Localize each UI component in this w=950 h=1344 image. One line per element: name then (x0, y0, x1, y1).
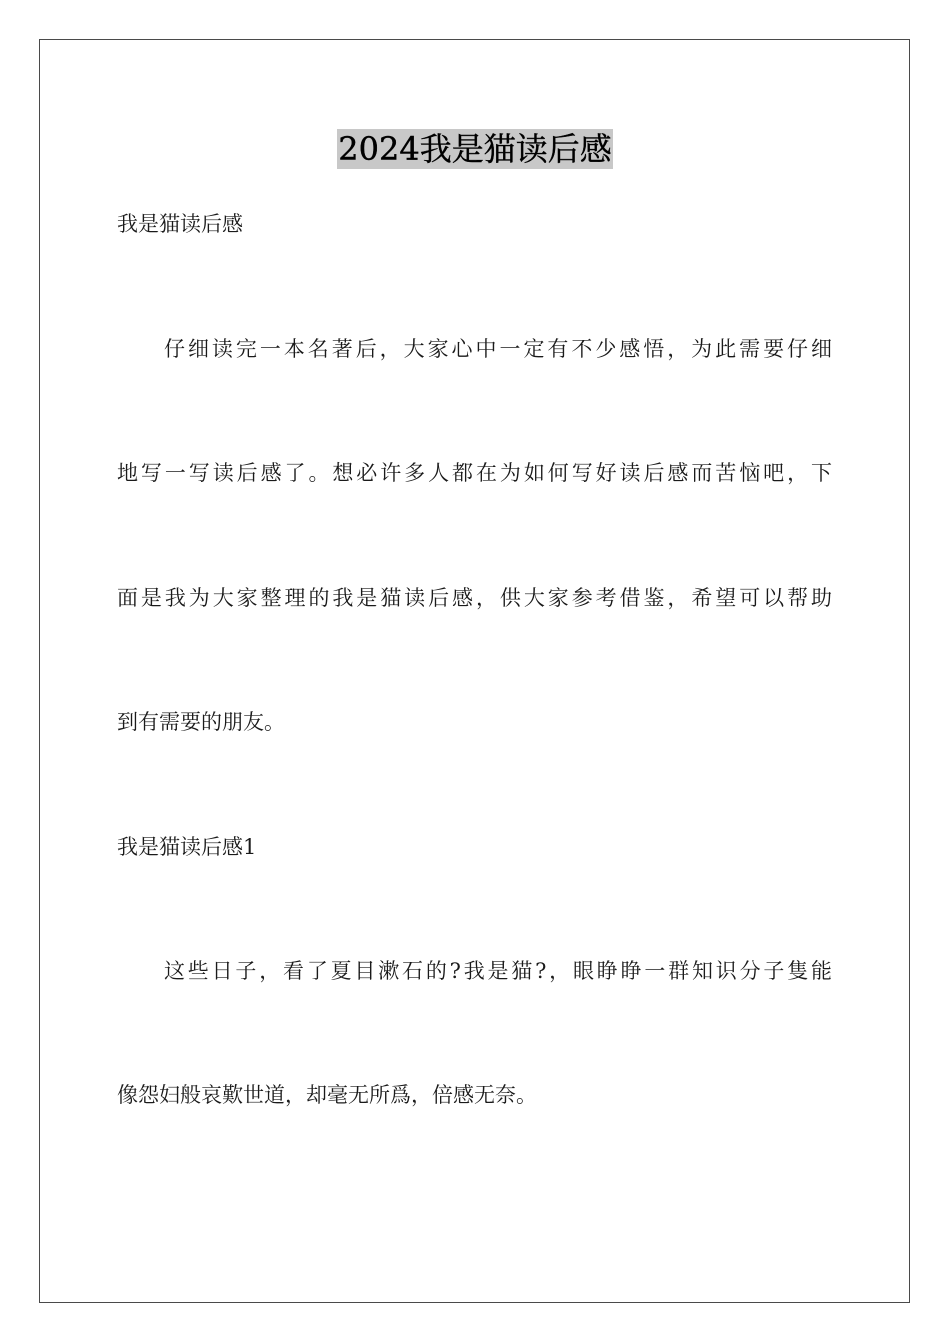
paragraph-line: 这些日子，看了夏目漱石的?我是猫?，眼睁睁一群知识分子隻能 (164, 959, 832, 983)
document-title (0, 129, 950, 169)
section-heading: 我是猫读后感1 (117, 835, 257, 859)
paragraph-line: 到有需要的朋友。 (117, 710, 285, 734)
document-title-text: 2024我是猫读后感 (338, 130, 612, 168)
paragraph-line: 仔细读完一本名著后，大家心中一定有不少感悟，为此需要仔细 (164, 337, 832, 361)
section-heading: 我是猫读后感 (117, 212, 243, 236)
paragraph-line: 像怨妇般哀歎世道，却毫无所爲，倍感无奈。 (117, 1083, 537, 1107)
paragraph-line: 地写一写读后感了。想必许多人都在为如何写好读后感而苦恼吧，下 (117, 461, 832, 485)
paragraph-line: 面是我为大家整理的我是猫读后感，供大家参考借鉴，希望可以帮助 (117, 586, 832, 610)
